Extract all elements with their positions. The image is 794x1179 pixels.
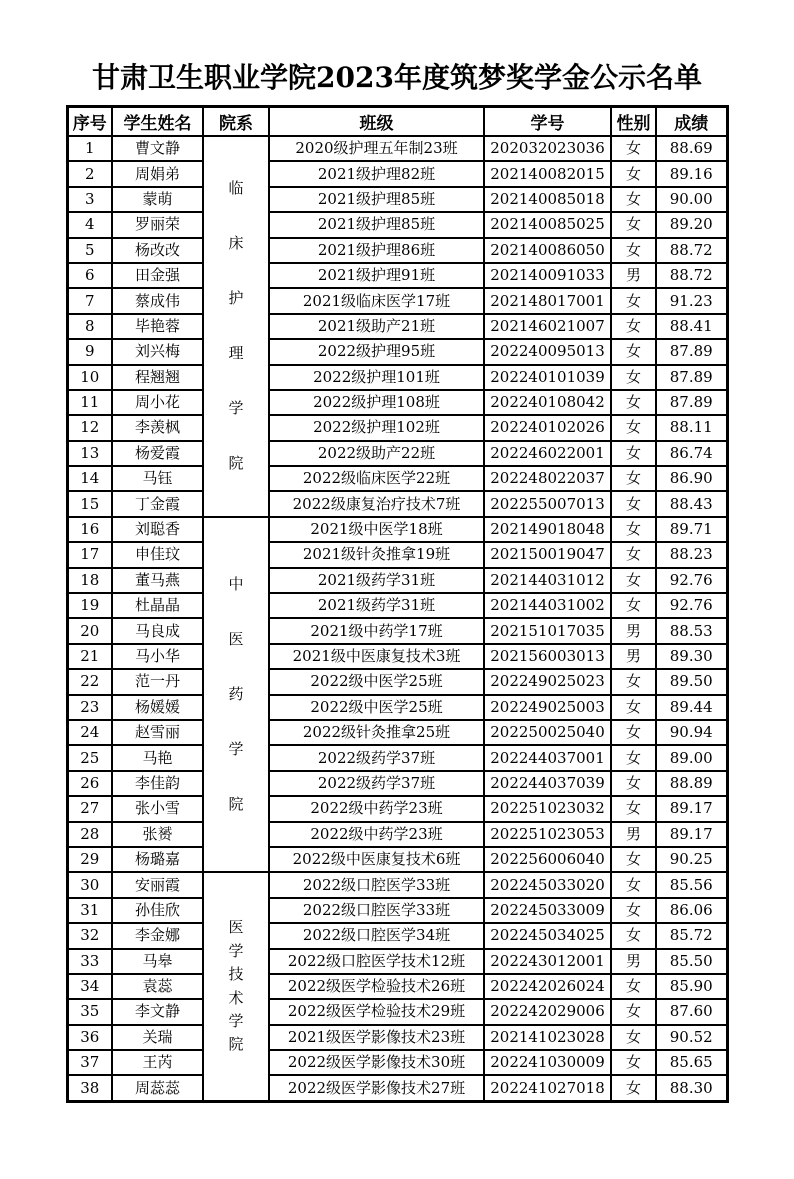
table-row <box>67 898 727 923</box>
gender-cell: 女 <box>611 187 656 212</box>
header-score: 成绩 <box>656 107 727 137</box>
department-char: 医 <box>228 918 244 937</box>
score-cell: 89.17 <box>656 796 727 821</box>
score-cell: 89.50 <box>656 669 727 694</box>
gender-cell: 女 <box>611 872 656 897</box>
table-row <box>67 974 727 999</box>
score-cell: 89.30 <box>656 644 727 669</box>
table-row <box>67 238 727 263</box>
table-row <box>67 771 727 796</box>
student-name-cell: 田金强 <box>112 263 203 288</box>
student-id-cell: 202245033020 <box>484 872 611 897</box>
class-cell: 2022级护理108班 <box>269 390 484 415</box>
serial-cell: 1 <box>67 136 112 161</box>
serial-cell: 7 <box>67 288 112 313</box>
student-name-cell: 李佳韵 <box>112 771 203 796</box>
student-name-cell: 杨媛媛 <box>112 695 203 720</box>
gender-cell: 女 <box>611 441 656 466</box>
score-cell: 85.72 <box>656 923 727 948</box>
header-gender: 性别 <box>611 107 656 137</box>
student-id-cell: 202149018048 <box>484 517 611 542</box>
student-id-cell: 202148017001 <box>484 288 611 313</box>
department-char: 院 <box>228 1035 244 1054</box>
student-id-cell: 202250025040 <box>484 720 611 745</box>
score-cell: 86.74 <box>656 441 727 466</box>
scholarship-table <box>66 105 729 1103</box>
score-cell: 88.72 <box>656 238 727 263</box>
student-name-cell: 刘聪香 <box>112 517 203 542</box>
table-row <box>67 593 727 618</box>
student-name-cell: 杨璐嘉 <box>112 847 203 872</box>
student-name-cell: 张小雪 <box>112 796 203 821</box>
department-cell <box>203 517 269 872</box>
score-cell: 88.41 <box>656 314 727 339</box>
score-cell: 89.20 <box>656 212 727 237</box>
class-cell: 2021级药学31班 <box>269 593 484 618</box>
serial-cell: 10 <box>67 365 112 390</box>
table-row <box>67 542 727 567</box>
table-row <box>67 161 727 186</box>
class-cell: 2021级中医康复技术3班 <box>269 644 484 669</box>
score-cell: 90.52 <box>656 1025 727 1050</box>
score-cell: 86.06 <box>656 898 727 923</box>
score-cell: 85.65 <box>656 1050 727 1075</box>
score-cell: 88.72 <box>656 263 727 288</box>
gender-cell: 女 <box>611 542 656 567</box>
score-cell: 88.23 <box>656 542 727 567</box>
gender-cell: 女 <box>611 288 656 313</box>
student-name-cell: 张赟 <box>112 822 203 847</box>
score-cell: 87.89 <box>656 390 727 415</box>
table-row <box>67 796 727 821</box>
serial-cell: 3 <box>67 187 112 212</box>
serial-cell: 34 <box>67 974 112 999</box>
score-cell: 87.89 <box>656 339 727 364</box>
table-row <box>67 644 727 669</box>
student-name-cell: 关瑞 <box>112 1025 203 1050</box>
gender-cell: 女 <box>611 1050 656 1075</box>
student-id-cell: 202140085025 <box>484 212 611 237</box>
table-row <box>67 466 727 491</box>
student-id-cell: 202156003013 <box>484 644 611 669</box>
class-cell: 2022级口腔医学33班 <box>269 898 484 923</box>
student-name-cell: 李羡枫 <box>112 415 203 440</box>
gender-cell: 女 <box>611 593 656 618</box>
student-id-cell: 202251023053 <box>484 822 611 847</box>
header-student-name: 学生姓名 <box>112 107 203 137</box>
gender-cell: 女 <box>611 923 656 948</box>
class-cell: 2022级医学影像技术30班 <box>269 1050 484 1075</box>
department-char: 中 <box>228 575 244 594</box>
serial-cell: 13 <box>67 441 112 466</box>
score-cell: 89.71 <box>656 517 727 542</box>
student-id-cell: 202249025023 <box>484 669 611 694</box>
serial-cell: 26 <box>67 771 112 796</box>
gender-cell: 女 <box>611 695 656 720</box>
table-header <box>67 107 727 137</box>
student-id-cell: 202251023032 <box>484 796 611 821</box>
class-cell: 2022级医学检验技术26班 <box>269 974 484 999</box>
class-cell: 2022级中药学23班 <box>269 822 484 847</box>
serial-cell: 36 <box>67 1025 112 1050</box>
table-row <box>67 923 727 948</box>
table-row <box>67 441 727 466</box>
department-char: 药 <box>228 685 244 704</box>
score-cell: 85.56 <box>656 872 727 897</box>
gender-cell: 女 <box>611 491 656 516</box>
student-id-cell: 202240102026 <box>484 415 611 440</box>
serial-cell: 17 <box>67 542 112 567</box>
serial-cell: 19 <box>67 593 112 618</box>
class-cell: 2022级护理95班 <box>269 339 484 364</box>
class-cell: 2021级护理86班 <box>269 238 484 263</box>
serial-cell: 27 <box>67 796 112 821</box>
student-name-cell: 孙佳欣 <box>112 898 203 923</box>
gender-cell: 女 <box>611 669 656 694</box>
table-row <box>67 288 727 313</box>
student-name-cell: 马钰 <box>112 466 203 491</box>
student-name-cell: 杨改改 <box>112 238 203 263</box>
class-cell: 2021级中医学18班 <box>269 517 484 542</box>
department-cell <box>203 872 269 1101</box>
student-name-cell: 程翘翘 <box>112 365 203 390</box>
department-char: 技 <box>228 965 244 984</box>
table-row <box>67 1025 727 1050</box>
gender-cell: 女 <box>611 568 656 593</box>
student-name-cell: 蔡成伟 <box>112 288 203 313</box>
student-id-cell: 202240108042 <box>484 390 611 415</box>
student-id-cell: 202140085018 <box>484 187 611 212</box>
serial-cell: 32 <box>67 923 112 948</box>
serial-cell: 29 <box>67 847 112 872</box>
class-cell: 2021级中药学17班 <box>269 618 484 643</box>
gender-cell: 女 <box>611 999 656 1024</box>
serial-cell: 38 <box>67 1075 112 1101</box>
table-body <box>67 136 727 1101</box>
class-cell: 2022级针灸推拿25班 <box>269 720 484 745</box>
student-id-cell: 202242026024 <box>484 974 611 999</box>
score-cell: 92.76 <box>656 568 727 593</box>
serial-cell: 23 <box>67 695 112 720</box>
student-id-cell: 202249025003 <box>484 695 611 720</box>
header-row <box>67 107 727 137</box>
serial-cell: 8 <box>67 314 112 339</box>
header-class: 班级 <box>269 107 484 137</box>
class-cell: 2021级护理85班 <box>269 187 484 212</box>
gender-cell: 男 <box>611 644 656 669</box>
student-name-cell: 李金娜 <box>112 923 203 948</box>
score-cell: 86.90 <box>656 466 727 491</box>
table-row <box>67 822 727 847</box>
student-id-cell: 202032023036 <box>484 136 611 161</box>
score-cell: 90.25 <box>656 847 727 872</box>
serial-cell: 30 <box>67 872 112 897</box>
class-cell: 2021级针灸推拿19班 <box>269 542 484 567</box>
class-cell: 2021级临床医学17班 <box>269 288 484 313</box>
page-title: 甘肃卫生职业学院2023年度筑梦奖学金公示名单 <box>92 61 702 94</box>
class-cell: 2021级护理91班 <box>269 263 484 288</box>
student-name-cell: 申佳玟 <box>112 542 203 567</box>
class-cell: 2022级护理102班 <box>269 415 484 440</box>
serial-cell: 20 <box>67 618 112 643</box>
gender-cell: 女 <box>611 161 656 186</box>
score-cell: 89.00 <box>656 745 727 770</box>
department-char: 学 <box>228 941 244 960</box>
header-serial: 序号 <box>67 107 112 137</box>
score-cell: 89.17 <box>656 822 727 847</box>
table-row <box>67 847 727 872</box>
gender-cell: 女 <box>611 745 656 770</box>
department-char: 床 <box>228 234 244 253</box>
class-cell: 2022级药学37班 <box>269 771 484 796</box>
header-department: 院系 <box>203 107 269 137</box>
student-name-cell: 李文静 <box>112 999 203 1024</box>
department-char: 学 <box>228 740 244 759</box>
student-name-cell: 杜晶晶 <box>112 593 203 618</box>
student-id-cell: 202243012001 <box>484 949 611 974</box>
student-id-cell: 202144031012 <box>484 568 611 593</box>
serial-cell: 15 <box>67 491 112 516</box>
table-row <box>67 517 727 542</box>
serial-cell: 6 <box>67 263 112 288</box>
serial-cell: 21 <box>67 644 112 669</box>
gender-cell: 女 <box>611 339 656 364</box>
student-name-cell: 马良成 <box>112 618 203 643</box>
serial-cell: 14 <box>67 466 112 491</box>
student-id-cell: 202141023028 <box>484 1025 611 1050</box>
serial-cell: 33 <box>67 949 112 974</box>
student-name-cell: 董马燕 <box>112 568 203 593</box>
class-cell: 2022级口腔医学技术12班 <box>269 949 484 974</box>
serial-cell: 11 <box>67 390 112 415</box>
department-char: 护 <box>228 289 244 308</box>
student-id-cell: 202150019047 <box>484 542 611 567</box>
student-id-cell: 202242029006 <box>484 999 611 1024</box>
score-cell: 90.00 <box>656 187 727 212</box>
department-cell <box>203 136 269 517</box>
department-char: 临 <box>228 179 244 198</box>
gender-cell: 女 <box>611 1075 656 1101</box>
table-row <box>67 314 727 339</box>
gender-cell: 男 <box>611 949 656 974</box>
department-char: 院 <box>228 795 244 814</box>
student-id-cell: 202244037039 <box>484 771 611 796</box>
class-cell: 2022级中医康复技术6班 <box>269 847 484 872</box>
table-row <box>67 390 727 415</box>
header-student-id: 学号 <box>484 107 611 137</box>
gender-cell: 女 <box>611 720 656 745</box>
student-id-cell: 202140086050 <box>484 238 611 263</box>
student-id-cell: 202151017035 <box>484 618 611 643</box>
table-row <box>67 745 727 770</box>
serial-cell: 37 <box>67 1050 112 1075</box>
serial-cell: 9 <box>67 339 112 364</box>
student-id-cell: 202245033009 <box>484 898 611 923</box>
student-id-cell: 202140082015 <box>484 161 611 186</box>
gender-cell: 男 <box>611 263 656 288</box>
class-cell: 2022级医学检验技术29班 <box>269 999 484 1024</box>
class-cell: 2022级口腔医学34班 <box>269 923 484 948</box>
student-name-cell: 刘兴梅 <box>112 339 203 364</box>
class-cell: 2022级助产22班 <box>269 441 484 466</box>
table-row <box>67 187 727 212</box>
class-cell: 2022级康复治疗技术7班 <box>269 491 484 516</box>
gender-cell: 女 <box>611 1025 656 1050</box>
score-cell: 88.69 <box>656 136 727 161</box>
student-id-cell: 202245034025 <box>484 923 611 948</box>
student-name-cell: 袁蕊 <box>112 974 203 999</box>
class-cell: 2022级护理101班 <box>269 365 484 390</box>
score-cell: 88.43 <box>656 491 727 516</box>
table-row <box>67 618 727 643</box>
student-name-cell: 周蕊蕊 <box>112 1075 203 1101</box>
class-cell: 2021级护理85班 <box>269 212 484 237</box>
student-name-cell: 丁金霞 <box>112 491 203 516</box>
table-row <box>67 136 727 161</box>
serial-cell: 5 <box>67 238 112 263</box>
student-name-cell: 马皋 <box>112 949 203 974</box>
class-cell: 2021级助产21班 <box>269 314 484 339</box>
student-id-cell: 202146021007 <box>484 314 611 339</box>
student-name-cell: 毕艳蓉 <box>112 314 203 339</box>
gender-cell: 女 <box>611 771 656 796</box>
student-name-cell: 曹文静 <box>112 136 203 161</box>
department-char: 学 <box>228 1011 244 1030</box>
serial-cell: 35 <box>67 999 112 1024</box>
table-row <box>67 1050 727 1075</box>
gender-cell: 女 <box>611 466 656 491</box>
student-id-cell: 202255007013 <box>484 491 611 516</box>
student-id-cell: 202144031002 <box>484 593 611 618</box>
serial-cell: 18 <box>67 568 112 593</box>
class-cell: 2022级中医学25班 <box>269 695 484 720</box>
student-id-cell: 202241027018 <box>484 1075 611 1101</box>
student-id-cell: 202240101039 <box>484 365 611 390</box>
score-cell: 91.23 <box>656 288 727 313</box>
table-row <box>67 1075 727 1101</box>
score-cell: 85.50 <box>656 949 727 974</box>
table-row <box>67 212 727 237</box>
serial-cell: 24 <box>67 720 112 745</box>
serial-cell: 4 <box>67 212 112 237</box>
score-cell: 89.44 <box>656 695 727 720</box>
student-name-cell: 杨爱霞 <box>112 441 203 466</box>
score-cell: 85.90 <box>656 974 727 999</box>
gender-cell: 女 <box>611 847 656 872</box>
table-row <box>67 949 727 974</box>
gender-cell: 女 <box>611 314 656 339</box>
class-cell: 2022级口腔医学33班 <box>269 872 484 897</box>
table-row <box>67 720 727 745</box>
gender-cell: 男 <box>611 618 656 643</box>
serial-cell: 22 <box>67 669 112 694</box>
department-char: 学 <box>228 399 244 418</box>
student-name-cell: 罗丽荣 <box>112 212 203 237</box>
gender-cell: 女 <box>611 898 656 923</box>
student-name-cell: 安丽霞 <box>112 872 203 897</box>
table-row <box>67 365 727 390</box>
gender-cell: 女 <box>611 365 656 390</box>
class-cell: 2022级中医学25班 <box>269 669 484 694</box>
score-cell: 88.11 <box>656 415 727 440</box>
gender-cell: 女 <box>611 238 656 263</box>
table-row <box>67 263 727 288</box>
table-row <box>67 491 727 516</box>
gender-cell: 女 <box>611 390 656 415</box>
student-id-cell: 202248022037 <box>484 466 611 491</box>
score-cell: 88.53 <box>656 618 727 643</box>
table-row <box>67 872 727 897</box>
department-char: 理 <box>228 344 244 363</box>
student-id-cell: 202256006040 <box>484 847 611 872</box>
class-cell: 2022级中药学23班 <box>269 796 484 821</box>
gender-cell: 女 <box>611 517 656 542</box>
student-name-cell: 蒙萌 <box>112 187 203 212</box>
class-cell: 2022级临床医学22班 <box>269 466 484 491</box>
serial-cell: 16 <box>67 517 112 542</box>
department-char: 院 <box>228 454 244 473</box>
class-cell: 2020级护理五年制23班 <box>269 136 484 161</box>
student-id-cell: 202140091033 <box>484 263 611 288</box>
table-row <box>67 415 727 440</box>
serial-cell: 25 <box>67 745 112 770</box>
score-cell: 87.89 <box>656 365 727 390</box>
gender-cell: 女 <box>611 212 656 237</box>
class-cell: 2022级药学37班 <box>269 745 484 770</box>
table-row <box>67 669 727 694</box>
table-row <box>67 999 727 1024</box>
serial-cell: 28 <box>67 822 112 847</box>
department-char: 术 <box>228 988 244 1007</box>
class-cell: 2021级医学影像技术23班 <box>269 1025 484 1050</box>
score-cell: 87.60 <box>656 999 727 1024</box>
score-cell: 92.76 <box>656 593 727 618</box>
gender-cell: 女 <box>611 136 656 161</box>
serial-cell: 12 <box>67 415 112 440</box>
table-row <box>67 339 727 364</box>
student-name-cell: 马艳 <box>112 745 203 770</box>
class-cell: 2021级护理82班 <box>269 161 484 186</box>
student-id-cell: 202246022001 <box>484 441 611 466</box>
score-cell: 88.89 <box>656 771 727 796</box>
score-cell: 88.30 <box>656 1075 727 1101</box>
score-cell: 89.16 <box>656 161 727 186</box>
class-cell: 2022级医学影像技术27班 <box>269 1075 484 1101</box>
gender-cell: 男 <box>611 822 656 847</box>
student-name-cell: 周娟弟 <box>112 161 203 186</box>
student-name-cell: 王芮 <box>112 1050 203 1075</box>
student-id-cell: 202241030009 <box>484 1050 611 1075</box>
class-cell: 2021级药学31班 <box>269 568 484 593</box>
gender-cell: 女 <box>611 796 656 821</box>
department-char: 医 <box>228 630 244 649</box>
serial-cell: 2 <box>67 161 112 186</box>
gender-cell: 女 <box>611 415 656 440</box>
table-row <box>67 695 727 720</box>
student-name-cell: 马小华 <box>112 644 203 669</box>
student-name-cell: 赵雪丽 <box>112 720 203 745</box>
table-row <box>67 568 727 593</box>
gender-cell: 女 <box>611 974 656 999</box>
student-id-cell: 202240095013 <box>484 339 611 364</box>
student-name-cell: 范一丹 <box>112 669 203 694</box>
student-id-cell: 202244037001 <box>484 745 611 770</box>
student-name-cell: 周小花 <box>112 390 203 415</box>
score-cell: 90.94 <box>656 720 727 745</box>
serial-cell: 31 <box>67 898 112 923</box>
document-page <box>0 56 794 1103</box>
